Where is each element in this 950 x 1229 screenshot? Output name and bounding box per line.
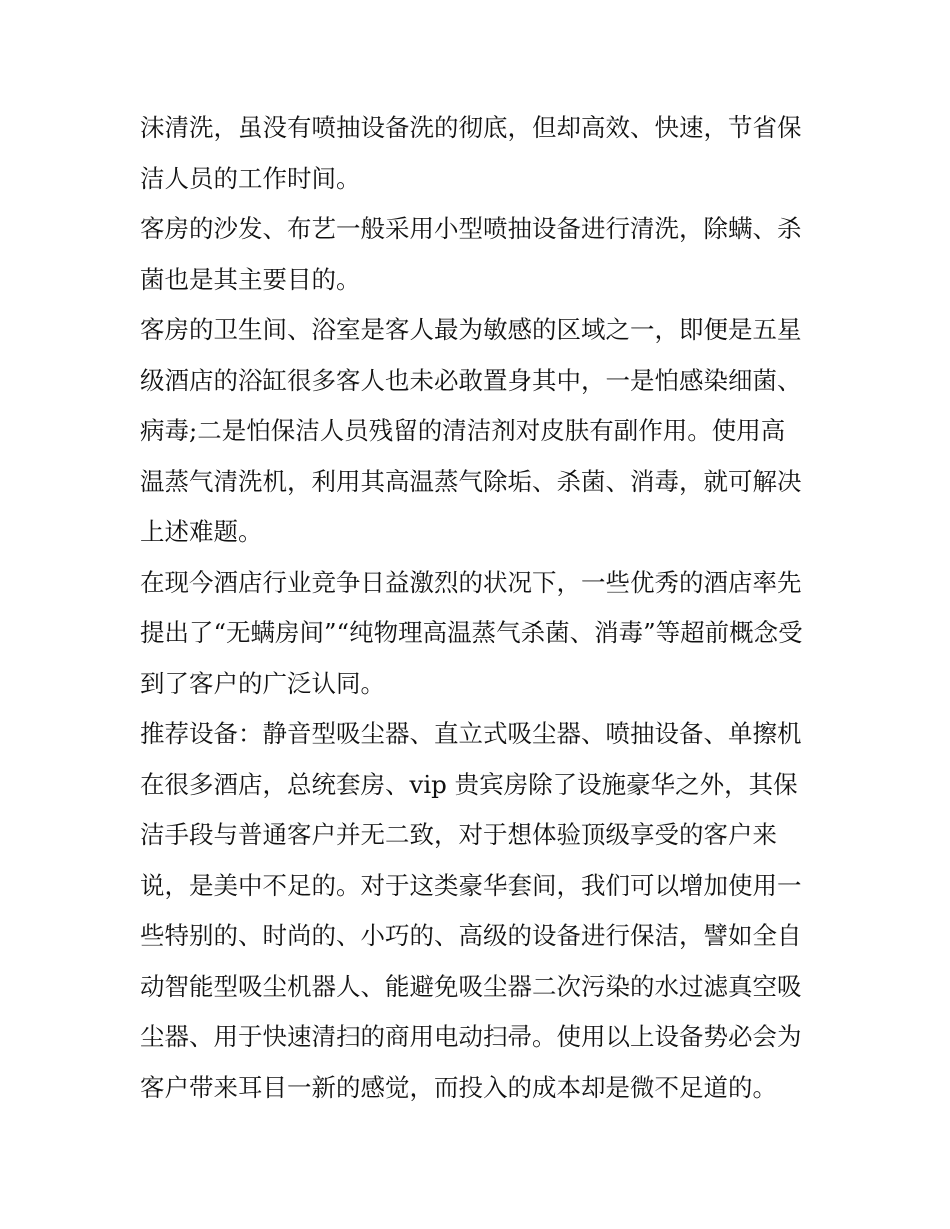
text-line-15: 洁手段与普通客户并无二致，对于想体验顶级享受的客户来 [140,820,777,849]
text-line-5: 客房的卫生间、浴室是客人最为敏感的区域之一，即便是五星 [140,315,802,344]
text-line-17: 些特别的、时尚的、小巧的、高级的设备进行保洁，譬如全自 [140,921,802,950]
text-line-6: 级酒店的浴缸很多客人也未必敢置身其中，一是怕感染细菌、 [140,365,802,395]
text-line-4: 菌也是其主要目的。 [140,264,361,294]
text-line-16: 说，是美中不足的。对于这类豪华套间，我们可以增加使用一 [140,870,802,900]
text-line-10: 在现今酒店行业竞争日益激烈的状况下，一些优秀的酒店率先 [140,567,802,597]
text-line-8: 温蒸气清洗机，利用其高温蒸气除垢、杀菌、消毒，就可解决 [140,466,802,496]
document-body [140,103,820,1113]
text-line-2: 洁人员的工作时间。 [140,163,361,193]
text-line-9: 上述难题。 [140,517,263,546]
text-line-20: 客户带来耳目一新的感觉，而投入的成本却是微不足道的。 [140,1072,777,1102]
text-line-13: 推荐设备：静音型吸尘器、直立式吸尘器、喷抽设备、单擦机 [140,719,802,748]
text-line-3: 客房的沙发、布艺一般采用小型喷抽设备进行清洗，除螨、杀 [140,214,802,243]
text-line-7: 病毒;二是怕保洁人员残留的清洁剂对皮肤有副作用。使用高 [140,416,786,445]
text-line-11: 提出了“无螨房间”“纯物理高温蒸气杀菌、消毒”等超前概念受 [140,618,803,647]
text-line-1: 沫清洗，虽没有喷抽设备洗的彻底，但却高效、快速，节省保 [140,113,802,142]
text-line-18: 动智能型吸尘机器人、能避免吸尘器二次污染的水过滤真空吸 [140,971,802,1001]
text-line-12: 到了客户的广泛认同。 [140,668,385,698]
text-line-19: 尘器、用于快速清扫的商用电动扫帚。使用以上设备势必会为 [140,1022,802,1051]
text-line-14: 在很多酒店，总统套房、vip 贵宾房除了设施豪华之外，其保 [140,769,798,799]
